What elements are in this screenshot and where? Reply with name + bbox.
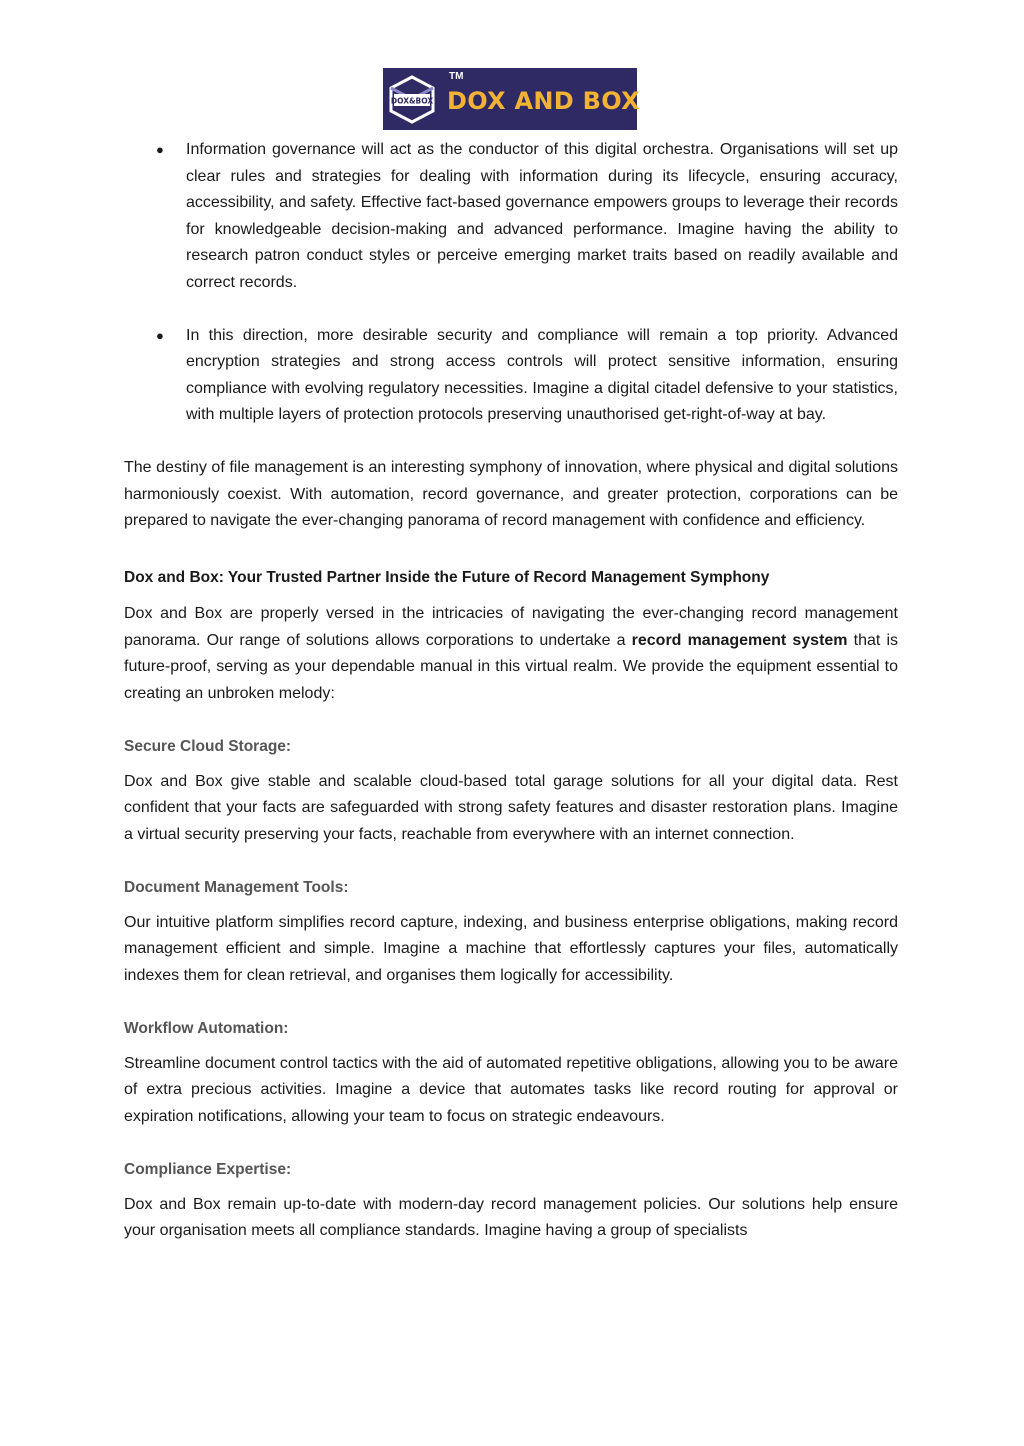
box-logo-icon: [387, 74, 437, 124]
bullet-item: [124, 323, 898, 429]
section-body-workflow-automation: Streamline document control tactics with the aid of automated repetitive obligations, allowing you to be aware of extra precious activities. Imagine a device that automates tasks like record routing for approval or expiration notifications, allowing your team to focus on strategic endeavours.: [124, 1054, 898, 1125]
bullet-item: [124, 137, 898, 296]
conclusion-paragraph: The destiny of file management is an interesting symphony of innovation, where physical and digital solutions harmoniously coexist. With automation, record governance, and greater protection, corporations can be prepared to navigate the ever-changing panorama of record management with confidence and efficiency.: [124, 459, 898, 529]
bullet-text: In this direction, more desirable security and compliance will remain a top priority. Advanced encryption strategies and strong access controls will protect sensitive information, ensuring compliance with evolving regulatory necessities. Imagine a digital citadel defensive to your statistics, with multiple layers of protection protocols preserving unauthorised get-right-of-way at bay.: [186, 326, 898, 423]
bullet-text: Information governance will act as the conductor of this digital orchestra. Organisations will set up clear rules and strategies for dealing with information during its lifecycle, ensuring accuracy, accessibility, and safety. Effective fact-based governance empowers groups to leverage their records for knowledgeable decision-making and advanced performance. Imagine having the ability to research patron conduct styles or perceive emerging market traits based on readily available and correct records.: [186, 141, 898, 291]
section-body-cloud-storage: Dox and Box give stable and scalable cloud-based total garage solutions for all your digital data. Rest confident that your facts are safeguarded with strong safety features and disaster restoration plans. Imagine a virtual security preserving your facts, reachable from everywhere with an internet connection.: [124, 772, 898, 843]
record-management-system-link: record management system: [631, 631, 848, 649]
dox-and-box-logo: [383, 68, 640, 130]
partner-heading: Dox and Box: Your Trusted Partner Inside the Future of Record Management Symphony: [124, 568, 770, 586]
section-heading-cloud-storage: Secure Cloud Storage:: [124, 738, 292, 755]
section-heading-document-tools: Document Management Tools:: [124, 879, 349, 896]
section-heading-workflow-automation: Workflow Automation:: [124, 1020, 289, 1037]
bullet-dot: ●: [156, 327, 164, 343]
partner-intro-text-end: that is future-proof, serving as your dependable manual in this virtual realm. We provide the equipment essential to creating an unbroken melody:: [124, 631, 899, 702]
section-heading-compliance: Compliance Expertise:: [124, 1161, 292, 1178]
logo-wordmark: DOX AND BOX: [447, 87, 640, 115]
partner-intro-paragraph: [124, 601, 898, 707]
bullet-dot: ●: [156, 142, 164, 157]
trademark-symbol: TM: [449, 71, 464, 82]
logo-mark-text: DOX&BOX: [390, 96, 434, 106]
section-body-compliance: Dox and Box remain up-to-date with modern-day record management policies. Our solutions help ensure your organisation meets all compliance standards. Imagine having a group of specialists: [124, 1195, 898, 1239]
document-body: [124, 137, 898, 1245]
partner-intro-text: Dox and Box are properly versed in the intricacies of navigating the ever-changing record management panorama. Our range of solutions allows corporations to undertake a: [124, 605, 898, 649]
section-body-document-tools: Our intuitive platform simplifies record capture, indexing, and business enterprise obligations, making record management efficient and simple. Imagine a machine that effortlessly captures your files, automatically indexes them for clean retrieval, and organises them logically for accessibility.: [124, 913, 898, 984]
bullet-list: [124, 137, 898, 429]
